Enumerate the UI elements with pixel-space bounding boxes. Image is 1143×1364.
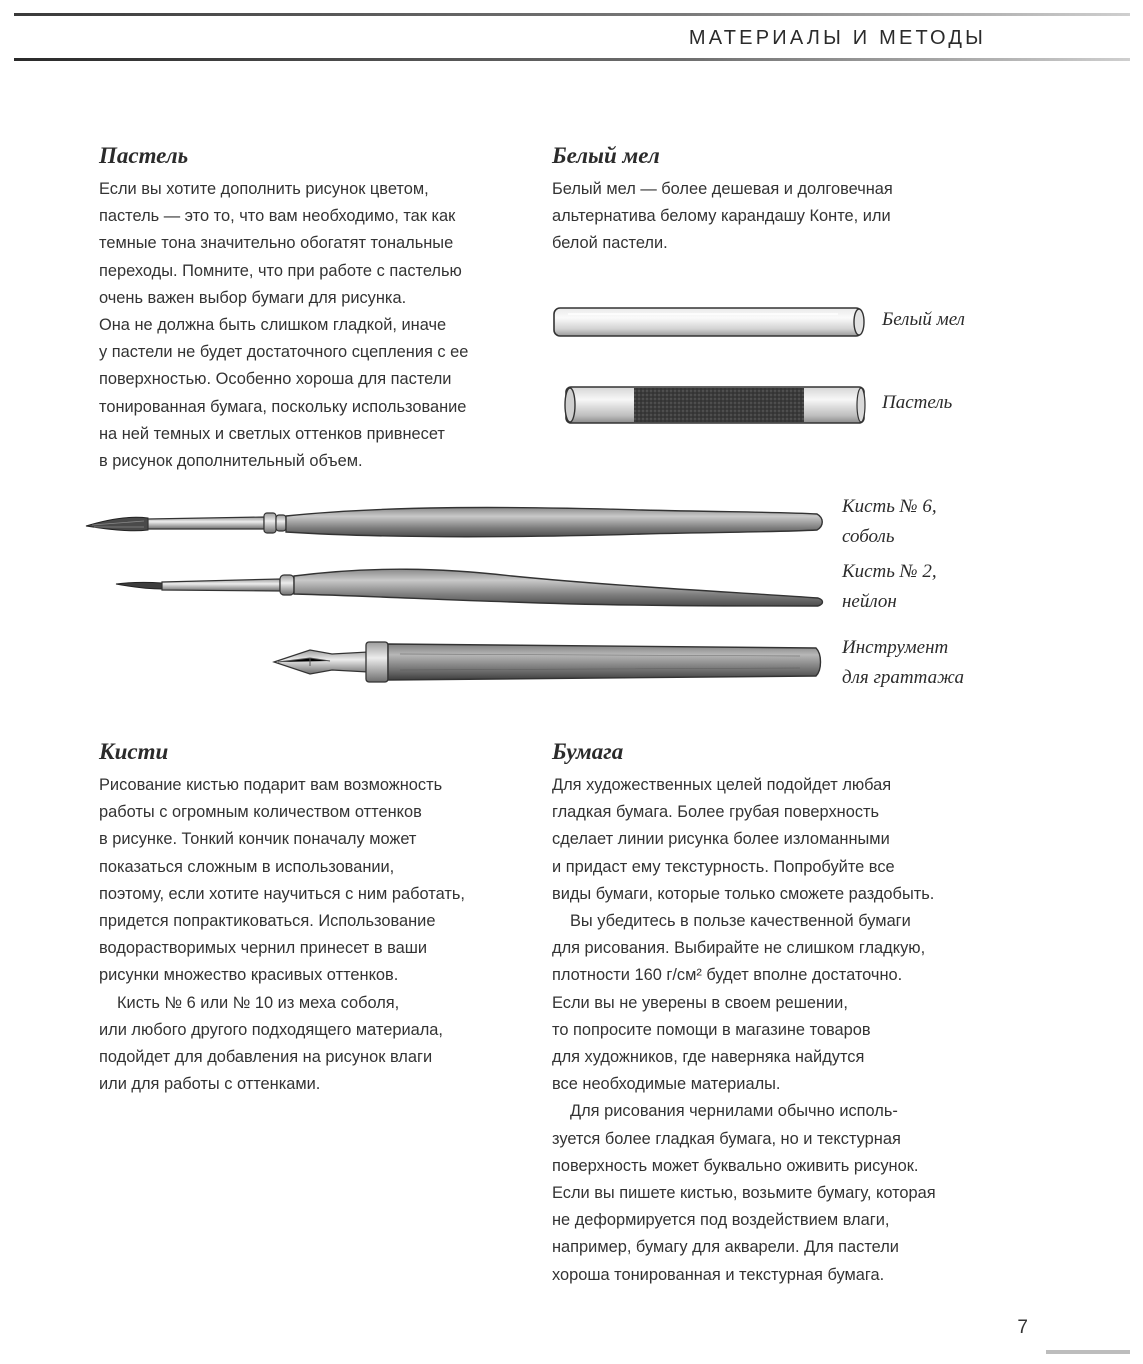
brushes-paragraph	[99, 772, 465, 1098]
text-line: плотности 160 г/см² будет вполне достаточно.	[552, 966, 903, 985]
page-number: 7	[1017, 1317, 1028, 1338]
pastel-stick-caption: Пастель	[882, 392, 953, 413]
paper-heading: Бумага	[552, 739, 624, 764]
text-line: показаться сложным в использовании,	[99, 857, 395, 876]
scratch-tool-illustration	[270, 636, 824, 688]
chalk-heading: Белый мел	[552, 143, 660, 168]
text-line: не деформируется под воздействием влаги,	[552, 1211, 890, 1230]
text-line: на ней темных и светлых оттенков привнесет	[99, 424, 445, 443]
pastel-paragraph	[99, 176, 468, 475]
text-line: пастель — это то, что вам необходимо, так как	[99, 207, 456, 226]
text-line: то попросите помощи в магазине товаров	[552, 1020, 871, 1039]
text-line: поэтому, если хотите научиться с ним работать,	[99, 884, 465, 903]
text-line: или для работы с оттенками.	[99, 1075, 321, 1094]
text-line: очень важен выбор бумаги для рисунка.	[99, 288, 407, 307]
text-line: Для художественных целей подойдет любая	[552, 776, 892, 794]
pastel-stick-illustration	[562, 382, 870, 428]
text-line: зуется более гладкая бумага, но и текстурная	[552, 1129, 901, 1148]
brushes-heading: Кисти	[99, 739, 169, 764]
chalk-paragraph	[552, 176, 893, 258]
scratch-tool-caption	[842, 633, 964, 693]
text-line: подойдет для добавления на рисунок влаги	[99, 1048, 433, 1067]
text-line: например, бумагу для акварели. Для пастели	[552, 1238, 899, 1257]
text-line: работы с огромным количеством оттенков	[99, 803, 422, 822]
white-chalk-illustration	[548, 302, 870, 342]
text-line: Кисть № 6 или № 10 из меха соболя,	[117, 993, 400, 1012]
text-line: гладкая бумага. Более грубая поверхность	[552, 803, 880, 822]
text-line: Вы убедитесь в пользе качественной бумаги	[570, 912, 911, 931]
brush-no6-caption	[842, 492, 937, 552]
brush-no2-illustration	[112, 562, 824, 614]
brush-no2-caption	[842, 557, 937, 617]
pastel-heading: Пастель	[99, 143, 189, 168]
text-line: Если вы хотите дополнить рисунок цветом,	[99, 180, 429, 198]
caption-line: нейлон	[842, 591, 897, 612]
text-line: Белый мел — более дешевая и долговечная	[552, 180, 893, 198]
text-line: придется попрактиковаться. Использование	[99, 912, 436, 931]
running-title: МАТЕРИАЛЫ И МЕТОДЫ	[688, 27, 986, 49]
text-line: или любого другого подходящего материала,	[99, 1020, 443, 1039]
text-line: переходы. Помните, что при работе с пастелью	[99, 261, 462, 280]
caption-line: Кисть № 2,	[842, 561, 937, 582]
caption-line: для граттажа	[842, 667, 964, 688]
text-line: и придаст ему текстурность. Попробуйте все	[552, 857, 895, 876]
footer-rule	[1046, 1350, 1130, 1354]
brush-no6-illustration	[82, 496, 824, 546]
text-line: белой пастели.	[552, 234, 668, 253]
text-line: Если вы не уверены в своем решении,	[552, 993, 848, 1012]
text-line: у пастели не будет достаточного сцепления с ее	[99, 343, 469, 362]
text-line: рисунки множество красивых оттенков.	[99, 966, 399, 985]
text-line: Рисование кистью подарит вам возможность	[99, 776, 443, 794]
text-line: Для рисования чернилами обычно исполь-	[570, 1102, 898, 1121]
header-rule-top	[14, 13, 1130, 16]
text-line: в рисунок дополнительный объем.	[99, 452, 363, 471]
text-line: Она не должна быть слишком гладкой, иначе	[99, 316, 447, 335]
white-chalk-caption: Белый мел	[882, 309, 965, 330]
text-line: все необходимые материалы.	[552, 1075, 781, 1094]
header-rule-bottom	[14, 58, 1130, 61]
text-line: в рисунке. Тонкий кончик поначалу может	[99, 830, 417, 849]
caption-line: Инструмент	[842, 637, 949, 658]
text-line: Если вы пишете кистью, возьмите бумагу, которая	[552, 1184, 936, 1203]
text-line: водорастворимых чернил принесет в ваши	[99, 939, 428, 958]
text-line: темные тона значительно обогатят тональные	[99, 234, 454, 253]
text-line: поверхностью. Особенно хороша для пастели	[99, 370, 452, 389]
text-line: виды бумаги, которые только сможете раздобыть.	[552, 884, 935, 903]
text-line: альтернатива белому карандашу Конте, или	[552, 207, 891, 226]
text-line: поверхность может буквально оживить рисунок.	[552, 1156, 919, 1175]
text-line: для рисования. Выбирайте не слишком гладкую,	[552, 939, 926, 958]
text-line: сделает линии рисунка более изломанными	[552, 830, 890, 849]
text-line: хороша тонированная и текстурная бумага.	[552, 1265, 885, 1284]
caption-line: Кисть № 6,	[842, 496, 937, 517]
paper-paragraph	[552, 772, 936, 1289]
caption-line: соболь	[842, 526, 895, 547]
text-line: для художников, где наверняка найдутся	[552, 1048, 865, 1067]
text-line: тонированная бумага, поскольку использование	[99, 397, 467, 416]
